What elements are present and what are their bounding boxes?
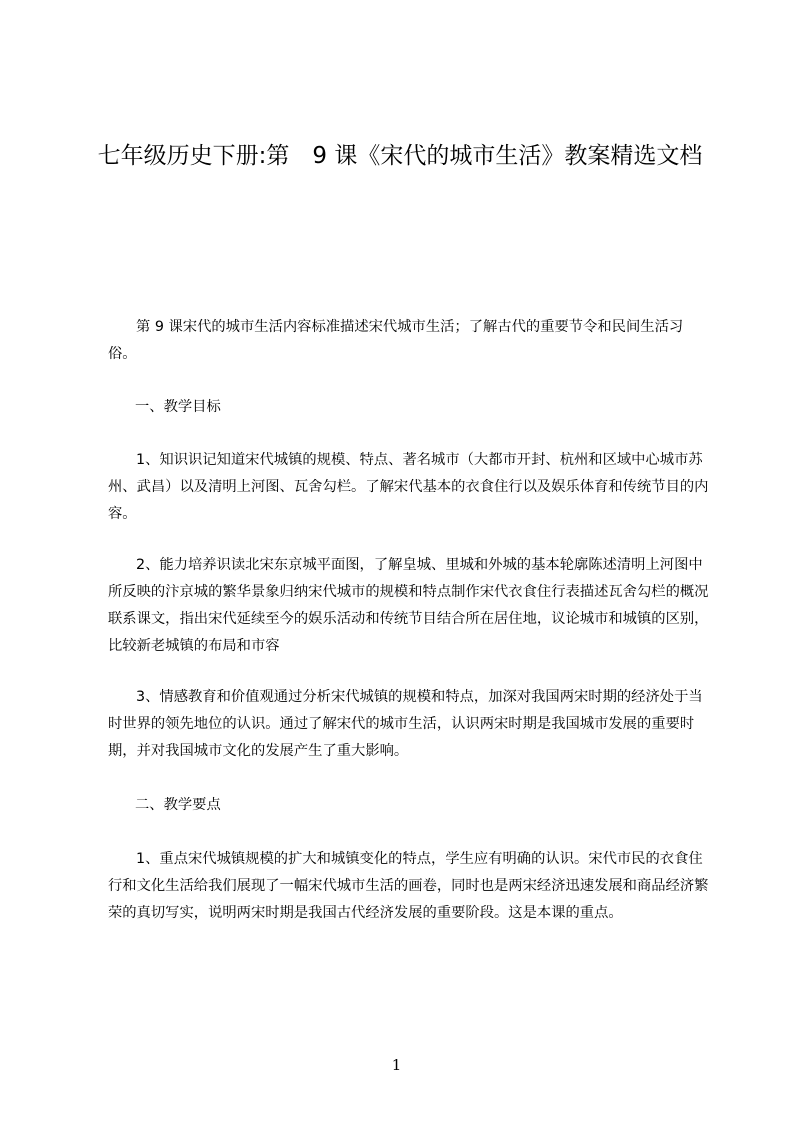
objective-ability: 2、能力培养识读北宋东京城平面图，了解皇城、里城和外城的基本轮廓陈述清明上河图中所反映的汴京城的繁华景象归纳宋代城市的规模和特点制作宋代衣食住行表描述瓦舍勾栏的概况联系课文，指出宋代延续至今的娱乐活动和传统节目结合所在居住地，议论城市和城镇的区别，比较新老城镇的布局和市容 — [108, 557, 709, 654]
page-number: 1 — [391, 1056, 402, 1074]
section-heading-key-points: 二、教学要点 — [135, 797, 221, 813]
document-title: 七年级历史下册:第 9 课《宋代的城市生活》教案精选文档 — [97, 143, 703, 169]
key-point-1: 1、重点宋代城镇规模的扩大和城镇变化的特点，学生应有明确的认识。宋代市民的衣食住行和文化生活给我们展现了一幅宋代城市生活的画卷，同时也是两宋经济迅速发展和商品经济繁荣的真切写实，说明两宋时期是我国古代经济发展的重要阶段。这是本课的重点。 — [108, 851, 709, 921]
section-heading-objectives: 一、教学目标 — [135, 399, 221, 415]
objective-emotion: 3、情感教育和价值观通过分析宋代城镇的规模和特点，加深对我国两宋时期的经济处于当时世界的领先地位的认识。通过了解宋代的城市生活，认识两宋时期是我国城市发展的重要时期，并对我国城市文化的发展产生了重大影响。 — [108, 689, 703, 759]
objective-knowledge: 1、知识识记知道宋代城镇的规模、特点、著名城市（大都市开封、杭州和区域中心城市苏州、武昌）以及清明上河图、瓦舍勾栏。了解宋代基本的衣食住行以及娱乐体育和传统节目的内容。 — [108, 452, 709, 522]
intro-paragraph: 第 9 课宋代的城市生活内容标准描述宋代城市生活；了解古代的重要节令和民间生活习俗。 — [108, 319, 684, 362]
